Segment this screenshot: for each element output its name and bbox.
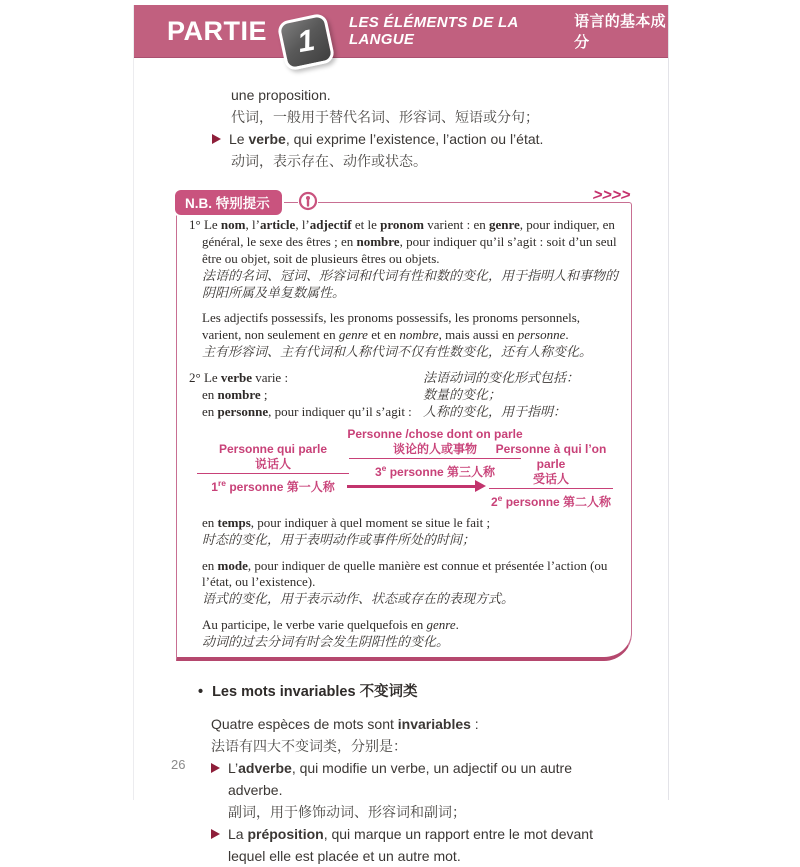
nb-note-box [176,187,632,661]
divider [489,488,613,489]
speaker-fr: Personne qui parle [218,441,328,456]
nombre-row [189,387,619,404]
nb-tab-label: N.B. 特别提示 [175,190,282,215]
arrow-bullet-icon [211,829,220,839]
verbe-item-zh: 动词，表示存在、动作或状态。 [231,153,427,169]
arrow-bullet-icon [211,763,220,773]
listener-fr: Personne à qui l’on parle [495,441,607,471]
nb-circle-icon [298,191,318,211]
participe-fr: Au participe, le verbe varie quelquefois en genre. [202,617,459,633]
nb-paragraph-1-zh: 法语的名词、冠词、形容词和代词有性和数的变化，用于指明人和事物的阴阳所属及单复数属性。 [202,267,619,300]
nb-paragraph-2-fr: Les adjectifs possessifs, les pronoms possessifs, les pronoms personnels, varient, non seulement en genre et en nombre, mais aussi en personne. [202,310,581,343]
page-number: 26 [171,757,186,772]
diagram-speaker-column [189,442,357,495]
partie-label: PARTIE [167,15,268,46]
chapter-title-fr: LES ÉLÉMENTS DE LA LANGUE [349,14,519,48]
nb-paragraph-2-zh: 主有形容词、主有代词和人称代词不仅有性数变化，还有人称变化。 [202,344,593,360]
section-heading-fr: Les mots invariables [212,684,356,701]
invariables-line-fr: Quatre espèces de mots sont invariables : [211,716,479,733]
verbe-varie-row [189,370,619,387]
chapter-number: 1 [294,23,318,60]
first-person-label: 1re personne 第一人称 [211,477,335,494]
intro-continuation-line: une proposition. [231,87,331,103]
divider [197,473,349,474]
mode-fr: en mode, pour indiquer de quelle manière est connue et présentée l’action (ou l’état, ou l’existence). [202,557,608,590]
right-arrow-icon [347,485,475,489]
arrow-bullet-icon [212,134,221,144]
verbe-item-fr: Le verbe, qui exprime l’existence, l’action ou l’état. [229,131,544,147]
chapter-header-band [134,5,668,58]
adverbe-item-zh: 副词，用于修饰动词、形容词和副词； [228,804,466,821]
verbe-varie-zh: 法语动词的变化形式包括： [423,370,580,386]
nb-paragraph-1-fr: 1° Le nom, l’article, l’adjectif et le pronom varient : en genre, pour indiquer, en général, le sexe des êtres ; en nombre, pour indiquer qu’il s’agit : soit d’un seul être ou objet, soit de plusieurs êtres ou objets. [189,217,617,266]
mode-zh: 语式的变化，用于表示动作、状态或存在的表现方式。 [202,591,515,607]
list-item [211,823,628,867]
preposition-item-fr: La préposition, qui marque un rapport entre le mot devant lequel elle est placée et un autre mot. [228,826,593,865]
section-body [211,713,628,867]
personne-zh: 人称的变化，用于指明： [423,403,567,419]
book-page [133,5,669,865]
list-item [212,128,631,150]
bullet-icon: • [198,684,204,701]
diagram-listener-column [481,442,621,510]
chapter-title-zh: 语言的基本成分 [574,13,666,51]
topic-zh: 谈论的人或事物 [392,441,477,456]
participe-zh: 动词的过去分词有时会发生阴阳性的变化。 [202,634,450,650]
chapter-number-badge [276,12,335,71]
personne-row [189,404,619,421]
nombre-fr: en nombre ; [202,387,268,403]
nb-box-body [176,202,632,661]
nombre-zh: 数量的变化； [423,387,502,403]
list-item [211,757,628,801]
listener-zh: 受话人 [532,471,569,486]
persons-diagram [189,427,619,513]
invariables-line-zh: 法语有四大不变词类，分别是： [211,738,407,755]
second-person-label: 2e personne 第二人称 [490,492,612,509]
verbe-varie-fr: 2° Le verbe varie : [189,370,289,386]
chevrons-decoration: >>>> [590,187,632,204]
speaker-zh: 说话人 [254,456,291,471]
invariables-section [198,681,628,867]
personne-fr: en personne, pour indiquer qu’il s’agit : [202,403,412,419]
adverbe-item-fr: L’adverbe, qui modifie un verbe, un adjectif ou un autre adverbe. [228,760,573,799]
temps-zh: 时态的变化，用于表明动作或事件所处的时间； [202,531,476,547]
intro-block [231,84,631,172]
topic-fr: Personne /chose dont on parle [347,426,523,441]
intro-zh-line: 代词，一般用于替代名词、形容词、短语或分句； [231,109,539,125]
temps-fr: en temps, pour indiquer à quel moment se situe le fait ; [202,514,491,530]
section-heading-zh: 不变词类 [359,684,418,701]
section-heading [198,681,628,703]
third-person-label: 3e personne 第三人称 [374,462,496,479]
